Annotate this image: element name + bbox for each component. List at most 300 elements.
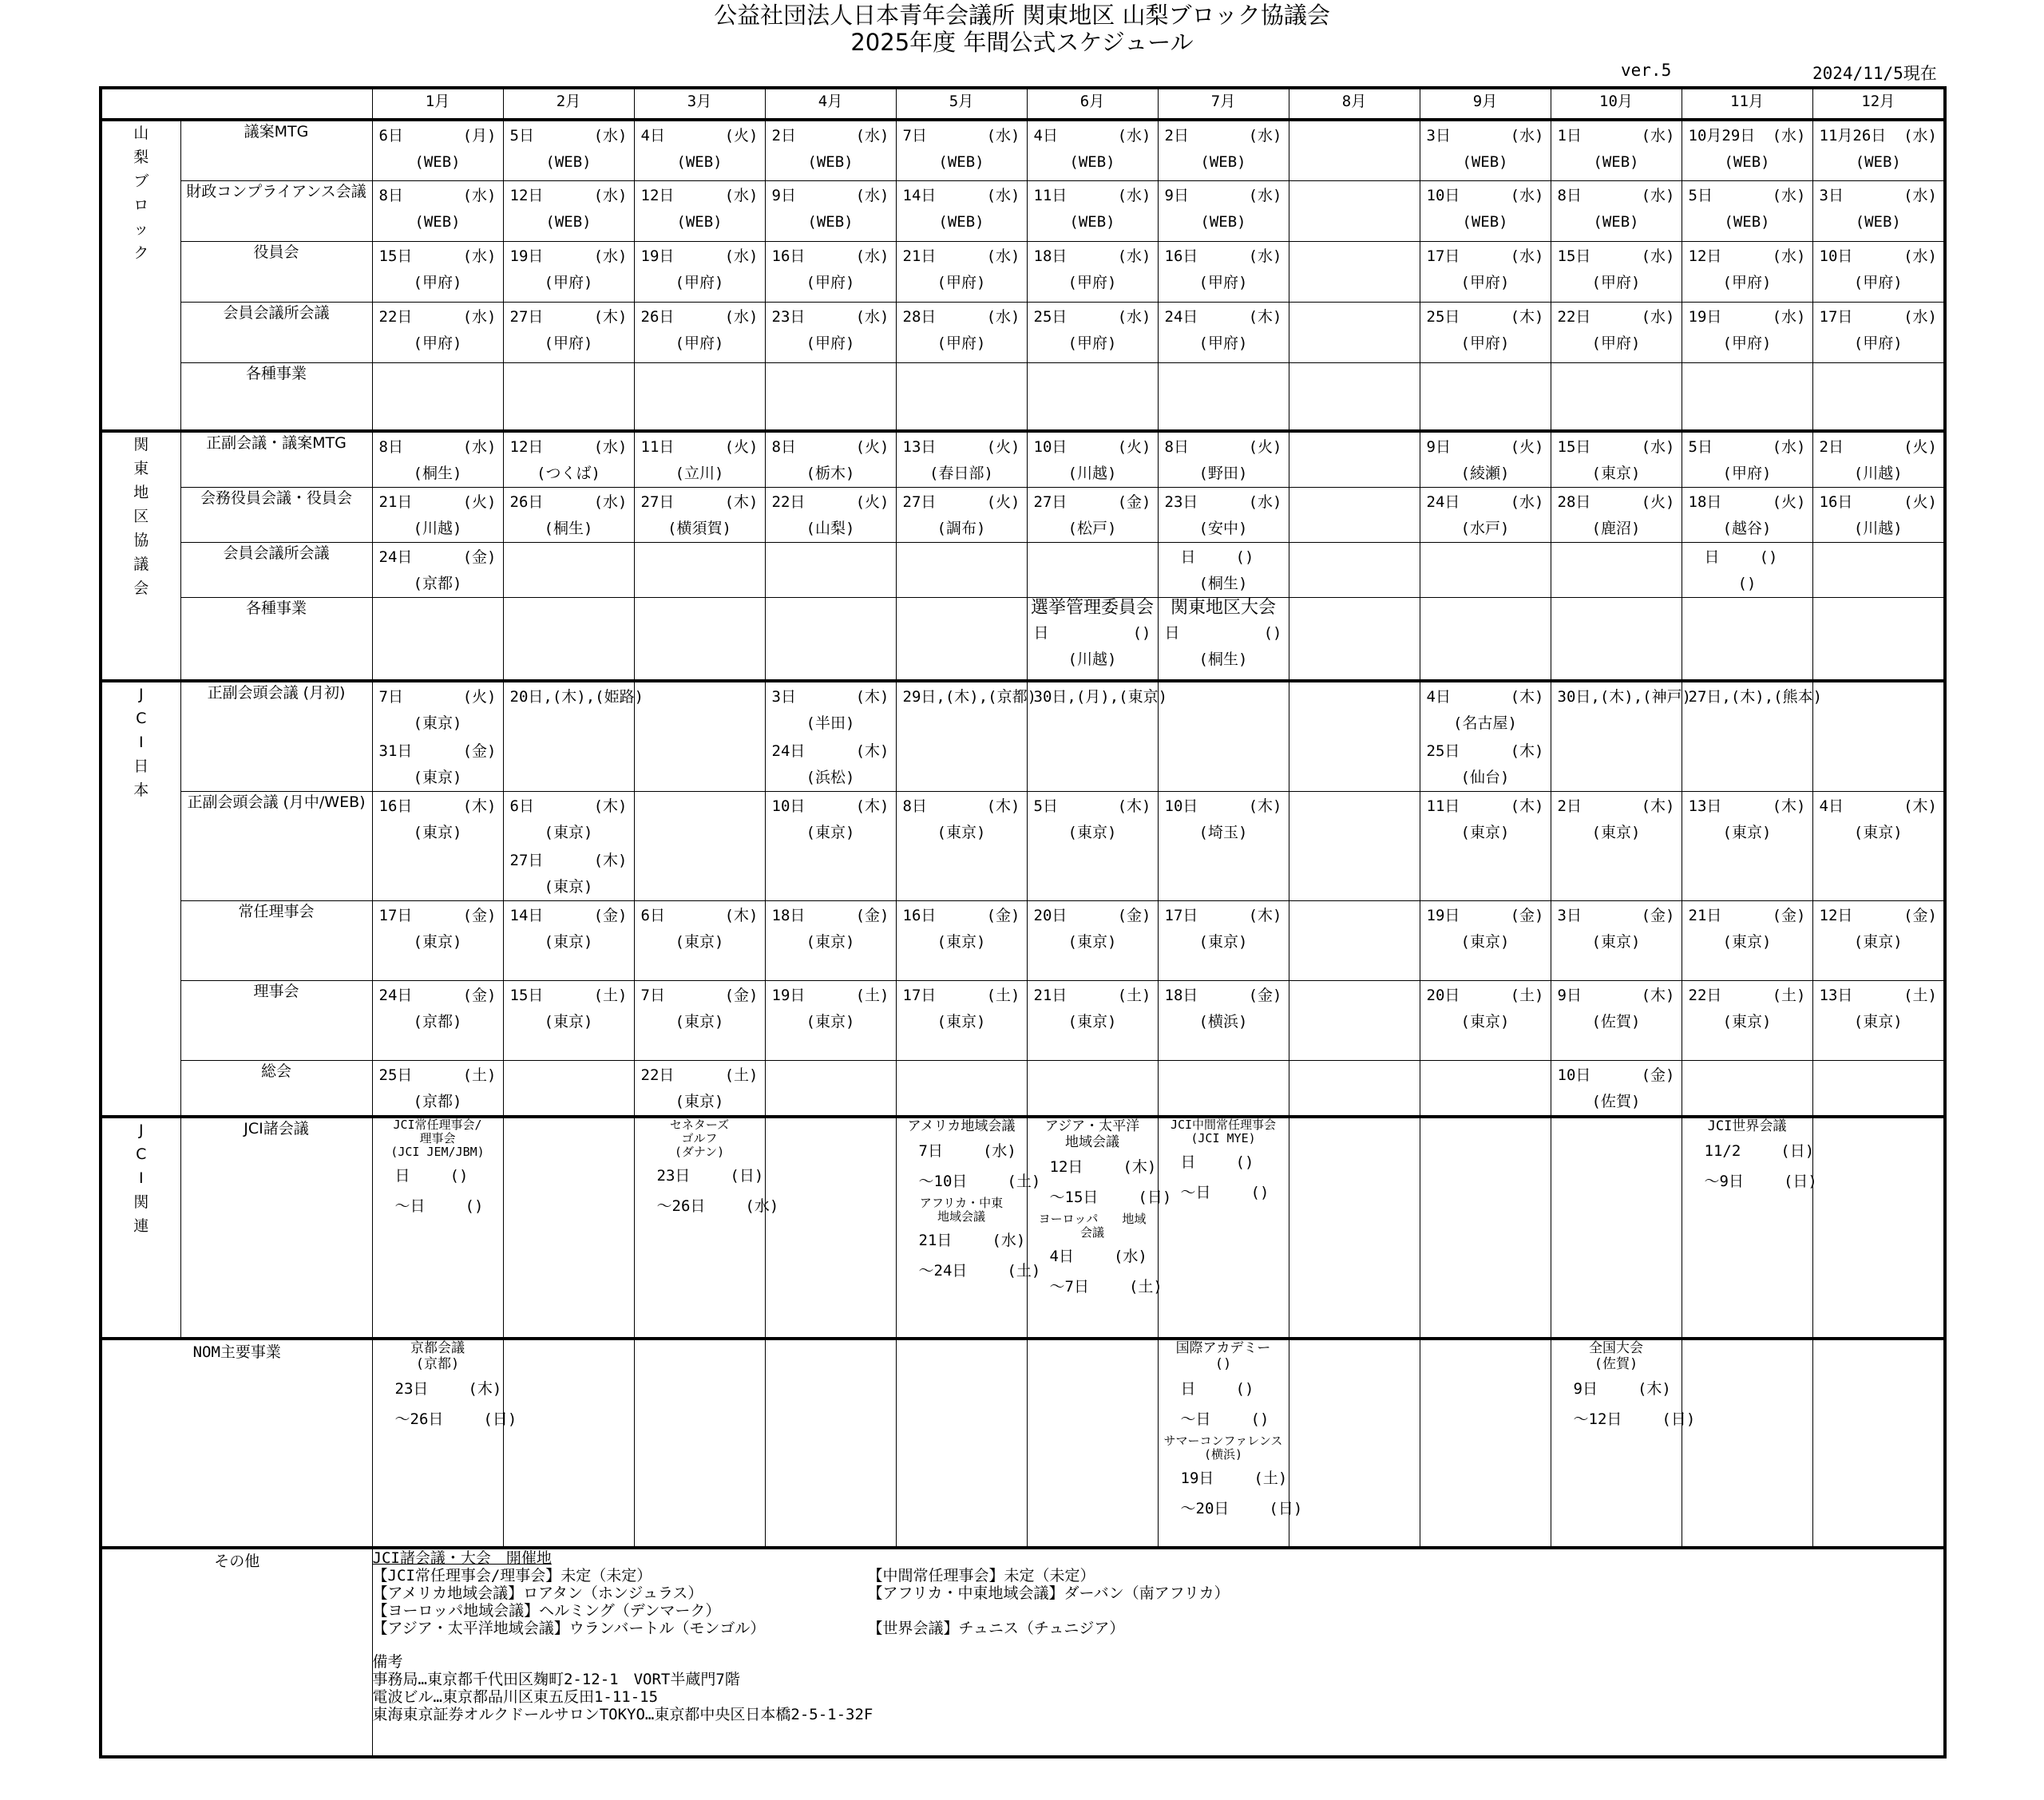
- schedule-cell: [1289, 120, 1420, 180]
- entry-weekday: (水): [1117, 247, 1151, 265]
- entry-day: 24日: [378, 548, 413, 566]
- schedule-cell: [503, 431, 634, 488]
- schedule-entry: [635, 901, 765, 955]
- schedule-cell: [1812, 120, 1945, 180]
- schedule-cell: [372, 1117, 503, 1339]
- entry-date-line: [1558, 903, 1675, 929]
- schedule-entry: [373, 303, 503, 357]
- range-weekday: (): [1235, 1379, 1254, 1398]
- schedule-entry: [1420, 737, 1551, 791]
- entry-place: (WEB): [1069, 212, 1115, 231]
- entry-weekday: (): [1759, 548, 1778, 566]
- schedule-entry: [766, 242, 896, 296]
- entry-weekday: (水): [1117, 127, 1151, 144]
- range-line: [641, 1161, 764, 1191]
- schedule-cell: [503, 681, 644, 792]
- entry-date-line: [379, 304, 497, 330]
- entry-place: (東京): [675, 1012, 724, 1031]
- schedule-cell: [1812, 681, 1945, 792]
- entry-place: (水戸): [1460, 520, 1510, 537]
- entry-date-line: [1689, 123, 1806, 149]
- entry-day: 19日: [640, 247, 675, 265]
- entry-day: 19日: [1688, 307, 1722, 326]
- schedule-entry: [897, 792, 1027, 846]
- schedule-cell: [1682, 1339, 1812, 1548]
- entry-place: (甲府): [675, 273, 724, 291]
- schedule-cell: [634, 980, 765, 1060]
- schedule-entry: [1551, 303, 1682, 357]
- entry-date-line: [1820, 983, 1938, 1009]
- entry-weekday: (金): [1641, 906, 1675, 924]
- schedule-cell: [1289, 431, 1420, 488]
- entry-weekday: (火): [1641, 493, 1675, 511]
- entry-date-line: [1165, 123, 1282, 149]
- schedule-cell: [1289, 900, 1420, 980]
- entry-day: 9日: [1164, 186, 1189, 204]
- schedule-cell: [1420, 900, 1551, 980]
- schedule-entry: [897, 433, 1027, 487]
- entry-weekday: (水): [1772, 307, 1806, 326]
- entry-date-line: [1165, 544, 1282, 571]
- entry-day: 16日: [902, 906, 937, 924]
- entry-place: (WEB): [414, 212, 461, 231]
- entry-place: (東京): [937, 823, 986, 841]
- schedule-cell: [896, 362, 1027, 431]
- entry-day: 17日: [902, 986, 937, 1004]
- schedule-cell: [896, 431, 1027, 488]
- entry-place: (WEB): [1855, 153, 1901, 171]
- entry-date-line: [1034, 243, 1151, 270]
- entry-place: (佐賀): [1591, 1092, 1641, 1110]
- range-weekday: (木): [1637, 1379, 1671, 1398]
- entry-weekday: (月): [462, 127, 497, 144]
- entry-weekday: (木): [1903, 797, 1937, 815]
- schedule-entry: [635, 488, 765, 542]
- range-line: [1165, 1404, 1282, 1434]
- range-weekday: (): [1235, 1153, 1254, 1171]
- entry-weekday: (木): [724, 906, 759, 924]
- event-name: 選挙管理委員会: [1030, 598, 1154, 618]
- entry-date-line: [1557, 684, 1692, 710]
- entry-day: 日: [1164, 624, 1180, 642]
- entry-day: 27日: [902, 493, 937, 511]
- entry-date-line: [510, 243, 628, 270]
- entry-place: (WEB): [1200, 212, 1246, 231]
- range-line: [379, 1161, 497, 1191]
- entry-date-line: [1165, 304, 1282, 330]
- entry-date-line: [510, 489, 628, 516]
- entry-day: 27日: [509, 307, 544, 326]
- range-weekday: (日): [1662, 1410, 1696, 1428]
- entry-day: 日: [1180, 548, 1196, 566]
- section-label-kanto: 関 東 地 区 協 議 会: [101, 431, 180, 681]
- entry-weekday: (水): [855, 307, 889, 326]
- schedule-row: [101, 1339, 1945, 1548]
- entry-day: 9日: [1426, 438, 1451, 456]
- schedule-cell: [634, 362, 765, 431]
- schedule-entry: [373, 792, 503, 846]
- schedule-cell: [1289, 488, 1420, 543]
- schedule-row: [101, 362, 1945, 431]
- entry-day: 日: [1704, 548, 1720, 566]
- schedule-entry: [635, 981, 765, 1035]
- entry-weekday: (金): [855, 906, 889, 924]
- entry-day: 15日: [509, 986, 544, 1004]
- schedule-entry: [1551, 433, 1682, 487]
- schedule-entry: [373, 433, 503, 487]
- entry-date-line: [772, 903, 889, 929]
- schedule-cell: [765, 1060, 896, 1117]
- schedule-cell: [1551, 431, 1682, 488]
- entry-place: (東京): [1722, 1012, 1772, 1031]
- entry-date-line: [1427, 243, 1544, 270]
- entry-place: (京都): [413, 1092, 462, 1110]
- schedule-cell: [896, 302, 1027, 362]
- schedule-cell: [1158, 302, 1289, 362]
- range-line: [1165, 1463, 1288, 1493]
- entry-date-line: [1034, 620, 1151, 647]
- entry-date-line: [903, 183, 1020, 209]
- range-weekday: (日): [1783, 1172, 1817, 1190]
- entry-date-line: [1689, 983, 1806, 1009]
- schedule-entry: [1551, 488, 1682, 542]
- entry-date-line: [1427, 183, 1544, 209]
- event-dates: [1551, 1372, 1696, 1434]
- schedule-cell: [1682, 1117, 1817, 1339]
- schedule-cell: [372, 488, 503, 543]
- entry-day: 19日: [1426, 906, 1460, 924]
- entry-day: 3日: [771, 687, 796, 706]
- schedule-cell: [1158, 488, 1289, 543]
- schedule-cell: [1812, 1060, 1945, 1117]
- entry-date-line: [641, 1062, 759, 1089]
- entry-place: (調布): [937, 520, 986, 537]
- entry-weekday: (火): [986, 438, 1020, 456]
- entry-date-line: [903, 903, 1020, 929]
- entry-weekday: (土): [593, 986, 628, 1004]
- entry-date-line: [772, 243, 889, 270]
- range-weekday: (土): [1254, 1469, 1288, 1487]
- entry-date-line: [1689, 434, 1806, 461]
- schedule-entry: [897, 488, 1027, 542]
- schedule-cell: [1682, 241, 1812, 302]
- range-day: 日: [1180, 1153, 1196, 1171]
- entry-day: 1日: [1557, 127, 1582, 144]
- entry-day: 7日: [640, 986, 665, 1004]
- entry-date-line: [641, 304, 759, 330]
- entry-date-line: [1558, 183, 1675, 209]
- entry-date-line: [903, 434, 1020, 461]
- entry-weekday: (水): [1772, 186, 1806, 204]
- entry-place: (WEB): [1200, 153, 1246, 171]
- entry-day: 10日: [1557, 1066, 1591, 1084]
- entry-day: 16日: [378, 797, 413, 815]
- document-subtitle: 2025年度 年間公式スケジュール: [850, 29, 1194, 56]
- schedule-cell: [1551, 900, 1682, 980]
- venue-right: 【アフリカ・中東地域会議】ダーバン（南アフリカ）: [867, 1584, 1230, 1602]
- entry-date-line: [1165, 243, 1282, 270]
- entry-day: 20日: [1033, 906, 1068, 924]
- schedule-entry: [1420, 792, 1551, 846]
- spacer: [373, 1637, 1944, 1653]
- range-weekday: (): [465, 1197, 484, 1215]
- schedule-cell: [1682, 431, 1812, 488]
- entry-place: (春日部): [929, 465, 993, 482]
- schedule-cell: [1289, 791, 1420, 900]
- schedule-entry: [1028, 981, 1158, 1035]
- entry-day: 11日: [640, 438, 675, 456]
- schedule-entry: [635, 121, 765, 176]
- entry-place: (鹿沼): [1591, 520, 1641, 537]
- entry-date-line: [1427, 434, 1544, 461]
- entry-weekday: (土): [986, 986, 1020, 1004]
- entry-weekday: (水): [1510, 127, 1544, 144]
- schedule-cell: [1158, 791, 1289, 900]
- schedule-entry: [373, 543, 503, 597]
- entry-date-line: [772, 123, 889, 149]
- entry-place: (WEB): [676, 153, 723, 171]
- schedule-cell: [765, 241, 896, 302]
- entry-place: (WEB): [1593, 212, 1639, 231]
- schedule-entry: [1420, 901, 1551, 955]
- entry-weekday: (水): [462, 247, 497, 265]
- entry-place: (WEB): [1724, 153, 1770, 171]
- entry-day: 25日: [1426, 307, 1460, 326]
- entry-day: 17日: [1164, 906, 1198, 924]
- row-label: JCI諸会議: [180, 1117, 372, 1339]
- range-day: 19日: [1180, 1469, 1214, 1487]
- schedule-cell: [634, 543, 765, 598]
- range-line: [1165, 1147, 1282, 1177]
- range-weekday: (水): [982, 1141, 1016, 1160]
- range-line: [1165, 1493, 1303, 1524]
- entry-date-line: [510, 123, 628, 149]
- entry-day: 12日: [509, 186, 544, 204]
- entry-day: 12日: [1819, 906, 1853, 924]
- entry-place: (WEB): [676, 212, 723, 231]
- range-day: 11/2: [1704, 1141, 1741, 1160]
- entry-date-line: [379, 793, 497, 820]
- entry-weekday: (火): [462, 493, 497, 511]
- schedule-cell: [896, 791, 1027, 900]
- entry-weekday: 29日,(木),(京都): [902, 687, 1037, 706]
- schedule-entry: [1813, 488, 1944, 542]
- entry-place: (東京): [1722, 932, 1772, 951]
- entry-day: 18日: [1688, 493, 1722, 511]
- entry-place: (東京): [413, 932, 462, 951]
- schedule-cell: [1027, 362, 1158, 431]
- entry-place: (東京): [1460, 932, 1510, 951]
- schedule-cell: [1027, 1060, 1158, 1117]
- range-weekday: (日): [1781, 1141, 1815, 1160]
- schedule-entry: [373, 121, 503, 176]
- entry-place: (WEB): [414, 153, 461, 171]
- entry-date-line: [1427, 489, 1544, 516]
- schedule-entry: [766, 737, 896, 791]
- entry-weekday: (水): [593, 493, 628, 511]
- schedule-cell: [1158, 980, 1289, 1060]
- schedule-cell: [1420, 431, 1551, 488]
- entry-weekday: 20日,(木),(姫路): [509, 687, 644, 706]
- range-line: [1034, 1272, 1163, 1302]
- range-line: [1034, 1152, 1157, 1182]
- schedule-cell: [1027, 180, 1158, 241]
- schedule-entry: [1159, 433, 1289, 487]
- schedule-entry: [373, 682, 503, 737]
- schedule-entry: [1813, 901, 1944, 955]
- schedule-cell: [1289, 681, 1420, 792]
- entry-day: 11日: [1033, 186, 1068, 204]
- entry-day: 22日: [378, 307, 413, 326]
- entry-day: 10日: [1426, 186, 1460, 204]
- schedule-cell: [1812, 598, 1945, 681]
- event-caption: JCI常任理事会/ 理事会 (JCI JEM/JBM): [390, 1117, 485, 1159]
- event-dates: [373, 1372, 517, 1434]
- schedule-cell: [1682, 791, 1812, 900]
- entry-date-line: [1688, 684, 1823, 710]
- range-line: [903, 1256, 1041, 1286]
- schedule-cell: [372, 980, 503, 1060]
- entry-day: 21日: [902, 247, 937, 265]
- event-caption: 京都会議 (京都): [410, 1339, 465, 1372]
- document-title: 公益社団法人日本青年会議所 関東地区 山梨ブロック協議会: [714, 2, 1330, 29]
- entry-place: (桐生): [1198, 651, 1248, 668]
- schedule-cell: [503, 900, 634, 980]
- entry-day: 23日: [771, 307, 806, 326]
- entry-place: (東京): [1460, 823, 1510, 841]
- range-day: 12日: [1049, 1157, 1083, 1176]
- range-line: [903, 1225, 1026, 1256]
- entry-place: (甲府): [675, 334, 724, 352]
- entry-day: 17日: [1426, 247, 1460, 265]
- entry-weekday: (): [1132, 624, 1151, 642]
- entry-day: 2日: [1819, 438, 1844, 456]
- month-header: 6月: [1027, 88, 1158, 120]
- entry-day: 24日: [771, 742, 806, 760]
- entry-day: 17日: [1819, 307, 1853, 326]
- entry-weekday: 27日,(木),(熊本): [1688, 687, 1823, 706]
- schedule-cell: [1420, 241, 1551, 302]
- event-caption: セネターズ ゴルフ (ダナン): [669, 1117, 730, 1159]
- entry-day: 14日: [509, 906, 544, 924]
- entry-weekday: (火): [724, 438, 759, 456]
- entry-date-line: [772, 183, 889, 209]
- entry-day: 13日: [902, 438, 937, 456]
- schedule-entry: [1551, 1061, 1682, 1115]
- entry-place: (東京): [1853, 823, 1903, 841]
- schedule-row: [101, 1060, 1945, 1117]
- event-caption: JCI中間常任理事会 (JCI MYE): [1170, 1117, 1277, 1145]
- entry-place: (WEB): [1462, 153, 1508, 171]
- range-weekday: (水): [992, 1231, 1026, 1249]
- schedule-entry: [373, 901, 503, 955]
- schedule-entry: [766, 901, 896, 955]
- schedule-cell: [1289, 1117, 1420, 1339]
- range-day: 日: [1180, 1379, 1196, 1398]
- entry-day: 18日: [1033, 247, 1068, 265]
- entry-place: (山梨): [806, 520, 855, 537]
- schedule-cell: [1812, 543, 1945, 598]
- entry-date-line: [510, 183, 628, 209]
- entry-day: 26日: [509, 493, 544, 511]
- entry-date-line: [1427, 304, 1544, 330]
- entry-place: (東京): [544, 932, 593, 951]
- entry-date-line: [1034, 434, 1151, 461]
- schedule-cell: [765, 120, 896, 180]
- entry-day: 6日: [378, 127, 403, 144]
- schedule-cell: [1289, 980, 1420, 1060]
- event-dates: [897, 1134, 1041, 1197]
- month-header: 1月: [372, 88, 503, 120]
- schedule-entry: [1813, 303, 1944, 357]
- schedule-entry: [504, 242, 634, 296]
- entry-weekday: (金): [1117, 906, 1151, 924]
- schedule-cell: [1682, 900, 1812, 980]
- schedule-cell: [372, 120, 503, 180]
- entry-weekday: (水): [1117, 307, 1151, 326]
- range-day: 4日: [1049, 1247, 1074, 1265]
- entry-place: (WEB): [1462, 212, 1508, 231]
- schedule-cell: [896, 120, 1027, 180]
- entry-place: (甲府): [1068, 334, 1117, 352]
- schedule-entry: [635, 242, 765, 296]
- entry-weekday: (土): [1510, 986, 1544, 1004]
- range-line: [379, 1191, 497, 1221]
- entry-date-line: [641, 983, 759, 1009]
- schedule-cell: [1420, 362, 1551, 431]
- schedule-cell: [1289, 302, 1420, 362]
- schedule-cell: [1420, 681, 1551, 792]
- entry-date-line: [1034, 489, 1151, 516]
- schedule-cell: [1027, 302, 1158, 362]
- month-header: 12月: [1812, 88, 1945, 120]
- schedule-row: [101, 1117, 1945, 1339]
- row-label: 常任理事会: [180, 900, 372, 980]
- schedule-cell: [765, 180, 896, 241]
- entry-place: (東京): [1853, 932, 1903, 951]
- schedule-entry: [1682, 792, 1812, 846]
- entry-date-line: [1558, 489, 1675, 516]
- schedule-entry: [1159, 901, 1289, 955]
- schedule-cell: [1812, 302, 1945, 362]
- schedule-cell: [634, 598, 765, 681]
- entry-place: (甲府): [1853, 273, 1903, 291]
- entry-day: 17日: [378, 906, 413, 924]
- entry-place: (栃木): [806, 465, 855, 482]
- entry-date-line: [1165, 793, 1282, 820]
- entry-weekday: (金): [724, 986, 759, 1004]
- entry-weekday: (水): [1772, 438, 1806, 456]
- schedule-cell: [372, 180, 503, 241]
- entry-date-line: [903, 489, 1020, 516]
- entry-day: 8日: [1557, 186, 1582, 204]
- range-day: ～12日: [1573, 1410, 1622, 1428]
- month-header: 5月: [896, 88, 1027, 120]
- schedule-cell: [372, 431, 503, 488]
- entry-weekday: (金): [462, 548, 497, 566]
- entry-place: (埼玉): [1198, 823, 1248, 841]
- entry-weekday: (水): [593, 247, 628, 265]
- entry-place: (甲府): [1460, 334, 1510, 352]
- entry-weekday: (木): [1641, 797, 1675, 815]
- schedule-cell: [634, 180, 765, 241]
- range-day: ～日: [1180, 1410, 1211, 1428]
- entry-weekday: (金): [462, 742, 497, 760]
- event-dates: [635, 1159, 779, 1221]
- entry-date-line: [1165, 620, 1282, 647]
- month-header: 4月: [765, 88, 896, 120]
- schedule-entry: [1159, 181, 1289, 235]
